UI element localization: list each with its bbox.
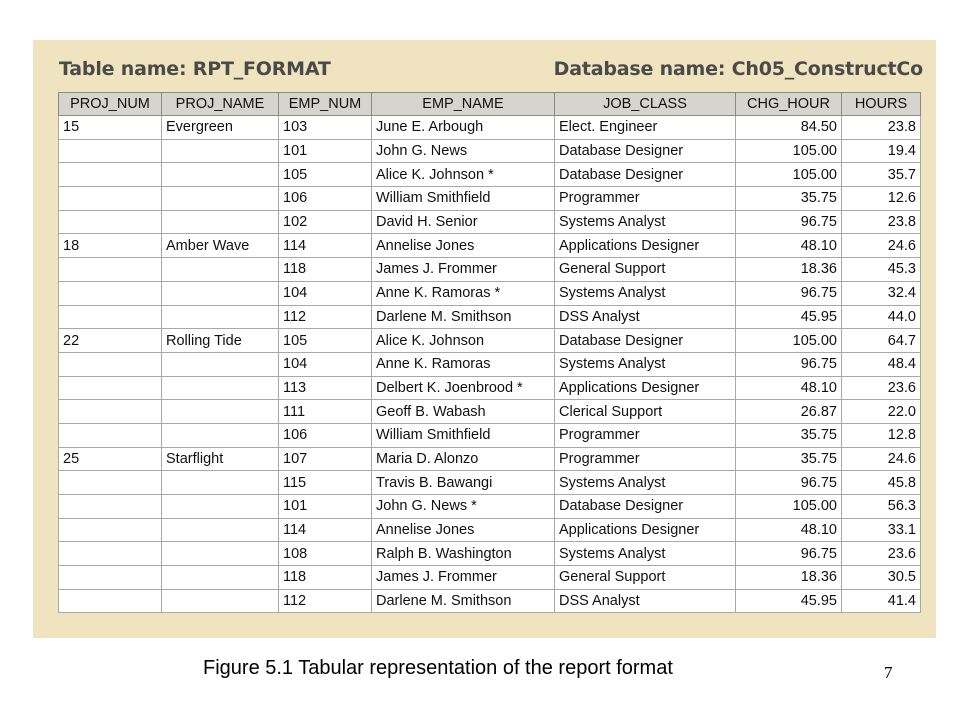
- cell-job-class: Applications Designer: [555, 234, 736, 258]
- cell-proj-num: [59, 163, 162, 187]
- table-header-row: [59, 93, 921, 116]
- cell-emp-name: Anne K. Ramoras: [372, 352, 555, 376]
- cell-emp-name: Darlene M. Smithson: [372, 589, 555, 613]
- database-name-label: Database name: Ch05_ConstructCo: [553, 58, 923, 80]
- cell-proj-name: [162, 305, 279, 329]
- cell-emp-num: 101: [279, 495, 372, 519]
- cell-hours: 23.8: [842, 116, 921, 140]
- column-header-proj-name: PROJ_NAME: [162, 93, 279, 116]
- cell-proj-name: Evergreen: [162, 116, 279, 140]
- cell-job-class: General Support: [555, 566, 736, 590]
- cell-chg-hour: 48.10: [736, 234, 842, 258]
- cell-chg-hour: 26.87: [736, 400, 842, 424]
- cell-proj-name: [162, 258, 279, 282]
- cell-emp-name: Delbert K. Joenbrood *: [372, 376, 555, 400]
- table-row: [59, 116, 921, 140]
- cell-emp-num: 113: [279, 376, 372, 400]
- table-row: [59, 163, 921, 187]
- cell-proj-name: [162, 352, 279, 376]
- table-row: [59, 447, 921, 471]
- cell-proj-num: [59, 305, 162, 329]
- cell-emp-name: James J. Frommer: [372, 566, 555, 590]
- cell-proj-name: [162, 163, 279, 187]
- cell-job-class: Programmer: [555, 187, 736, 211]
- table-row: [59, 423, 921, 447]
- cell-proj-name: [162, 187, 279, 211]
- table-row: [59, 258, 921, 282]
- cell-hours: 64.7: [842, 329, 921, 353]
- cell-emp-num: 112: [279, 589, 372, 613]
- table-row: [59, 281, 921, 305]
- cell-emp-name: Ralph B. Washington: [372, 542, 555, 566]
- table-row: [59, 329, 921, 353]
- cell-proj-num: 18: [59, 234, 162, 258]
- table-row: [59, 210, 921, 234]
- cell-hours: 48.4: [842, 352, 921, 376]
- cell-job-class: Database Designer: [555, 163, 736, 187]
- cell-chg-hour: 96.75: [736, 281, 842, 305]
- cell-chg-hour: 45.95: [736, 305, 842, 329]
- cell-emp-name: Darlene M. Smithson: [372, 305, 555, 329]
- cell-emp-num: 115: [279, 471, 372, 495]
- cell-hours: 23.8: [842, 210, 921, 234]
- cell-proj-name: Amber Wave: [162, 234, 279, 258]
- cell-hours: 32.4: [842, 281, 921, 305]
- cell-job-class: Programmer: [555, 447, 736, 471]
- column-header-job-class: JOB_CLASS: [555, 93, 736, 116]
- table-row: [59, 139, 921, 163]
- cell-chg-hour: 35.75: [736, 447, 842, 471]
- cell-hours: 24.6: [842, 234, 921, 258]
- cell-emp-num: 104: [279, 281, 372, 305]
- cell-emp-name: Annelise Jones: [372, 518, 555, 542]
- cell-job-class: Systems Analyst: [555, 542, 736, 566]
- cell-emp-num: 111: [279, 400, 372, 424]
- table-row: [59, 566, 921, 590]
- cell-emp-name: Anne K. Ramoras *: [372, 281, 555, 305]
- cell-proj-num: 15: [59, 116, 162, 140]
- table-row: [59, 376, 921, 400]
- cell-chg-hour: 96.75: [736, 210, 842, 234]
- cell-proj-name: [162, 495, 279, 519]
- cell-proj-name: [162, 542, 279, 566]
- cell-job-class: DSS Analyst: [555, 305, 736, 329]
- table-name-label: Table name: RPT_FORMAT: [59, 58, 331, 80]
- cell-chg-hour: 45.95: [736, 589, 842, 613]
- cell-job-class: Database Designer: [555, 495, 736, 519]
- cell-proj-num: 25: [59, 447, 162, 471]
- cell-proj-num: [59, 187, 162, 211]
- cell-emp-name: June E. Arbough: [372, 116, 555, 140]
- cell-hours: 30.5: [842, 566, 921, 590]
- cell-job-class: Systems Analyst: [555, 281, 736, 305]
- cell-proj-name: Starflight: [162, 447, 279, 471]
- cell-proj-num: [59, 471, 162, 495]
- cell-proj-name: [162, 139, 279, 163]
- cell-proj-name: [162, 376, 279, 400]
- cell-proj-num: [59, 566, 162, 590]
- cell-hours: 45.8: [842, 471, 921, 495]
- cell-proj-num: [59, 518, 162, 542]
- table-row: [59, 471, 921, 495]
- cell-emp-name: Travis B. Bawangi: [372, 471, 555, 495]
- cell-hours: 19.4: [842, 139, 921, 163]
- cell-proj-num: [59, 542, 162, 566]
- cell-hours: 35.7: [842, 163, 921, 187]
- cell-chg-hour: 105.00: [736, 139, 842, 163]
- cell-job-class: Systems Analyst: [555, 210, 736, 234]
- table-row: [59, 400, 921, 424]
- cell-proj-name: [162, 423, 279, 447]
- table-row: [59, 352, 921, 376]
- cell-hours: 33.1: [842, 518, 921, 542]
- cell-job-class: Systems Analyst: [555, 471, 736, 495]
- cell-chg-hour: 18.36: [736, 566, 842, 590]
- cell-proj-num: [59, 423, 162, 447]
- cell-hours: 12.8: [842, 423, 921, 447]
- cell-chg-hour: 84.50: [736, 116, 842, 140]
- rpt-format-table: [58, 92, 921, 613]
- cell-chg-hour: 35.75: [736, 187, 842, 211]
- table-row: [59, 187, 921, 211]
- cell-emp-num: 112: [279, 305, 372, 329]
- cell-proj-num: [59, 589, 162, 613]
- table-body: [59, 116, 921, 613]
- cell-emp-num: 118: [279, 566, 372, 590]
- cell-hours: 41.4: [842, 589, 921, 613]
- cell-job-class: Elect. Engineer: [555, 116, 736, 140]
- cell-emp-name: Annelise Jones: [372, 234, 555, 258]
- cell-emp-name: Maria D. Alonzo: [372, 447, 555, 471]
- cell-job-class: DSS Analyst: [555, 589, 736, 613]
- cell-job-class: General Support: [555, 258, 736, 282]
- column-header-chg-hour: CHG_HOUR: [736, 93, 842, 116]
- cell-hours: 24.6: [842, 447, 921, 471]
- cell-chg-hour: 96.75: [736, 471, 842, 495]
- cell-job-class: Database Designer: [555, 329, 736, 353]
- cell-proj-name: [162, 518, 279, 542]
- cell-emp-name: David H. Senior: [372, 210, 555, 234]
- cell-hours: 44.0: [842, 305, 921, 329]
- cell-emp-num: 118: [279, 258, 372, 282]
- cell-emp-name: James J. Frommer: [372, 258, 555, 282]
- cell-job-class: Applications Designer: [555, 376, 736, 400]
- cell-emp-num: 105: [279, 329, 372, 353]
- cell-emp-num: 114: [279, 518, 372, 542]
- cell-chg-hour: 96.75: [736, 352, 842, 376]
- cell-emp-num: 107: [279, 447, 372, 471]
- cell-proj-name: [162, 471, 279, 495]
- figure-caption: Figure 5.1 Tabular representation of the report format: [203, 657, 673, 679]
- cell-proj-name: [162, 210, 279, 234]
- cell-proj-num: [59, 258, 162, 282]
- cell-chg-hour: 105.00: [736, 495, 842, 519]
- cell-proj-num: [59, 376, 162, 400]
- table-row: [59, 589, 921, 613]
- cell-emp-name: William Smithfield: [372, 423, 555, 447]
- cell-proj-num: [59, 400, 162, 424]
- cell-emp-name: Alice K. Johnson: [372, 329, 555, 353]
- cell-proj-num: [59, 139, 162, 163]
- cell-chg-hour: 48.10: [736, 518, 842, 542]
- cell-emp-name: William Smithfield: [372, 187, 555, 211]
- cell-emp-name: Alice K. Johnson *: [372, 163, 555, 187]
- cell-proj-num: [59, 210, 162, 234]
- cell-hours: 22.0: [842, 400, 921, 424]
- column-header-emp-name: EMP_NAME: [372, 93, 555, 116]
- cell-hours: 23.6: [842, 376, 921, 400]
- cell-proj-name: [162, 589, 279, 613]
- cell-emp-num: 103: [279, 116, 372, 140]
- cell-proj-num: 22: [59, 329, 162, 353]
- table-row: [59, 234, 921, 258]
- cell-emp-num: 104: [279, 352, 372, 376]
- cell-hours: 12.6: [842, 187, 921, 211]
- column-header-hours: HOURS: [842, 93, 921, 116]
- cell-job-class: Systems Analyst: [555, 352, 736, 376]
- cell-proj-num: [59, 495, 162, 519]
- cell-hours: 56.3: [842, 495, 921, 519]
- cell-job-class: Database Designer: [555, 139, 736, 163]
- cell-job-class: Clerical Support: [555, 400, 736, 424]
- table-row: [59, 542, 921, 566]
- cell-chg-hour: 48.10: [736, 376, 842, 400]
- cell-proj-name: [162, 281, 279, 305]
- cell-chg-hour: 105.00: [736, 329, 842, 353]
- cell-emp-num: 105: [279, 163, 372, 187]
- table-row: [59, 305, 921, 329]
- cell-job-class: Applications Designer: [555, 518, 736, 542]
- column-header-proj-num: PROJ_NUM: [59, 93, 162, 116]
- cell-proj-name: Rolling Tide: [162, 329, 279, 353]
- cell-chg-hour: 18.36: [736, 258, 842, 282]
- cell-job-class: Programmer: [555, 423, 736, 447]
- cell-emp-num: 106: [279, 423, 372, 447]
- cell-hours: 23.6: [842, 542, 921, 566]
- table-row: [59, 518, 921, 542]
- cell-emp-num: 101: [279, 139, 372, 163]
- cell-emp-num: 108: [279, 542, 372, 566]
- cell-proj-name: [162, 566, 279, 590]
- cell-chg-hour: 96.75: [736, 542, 842, 566]
- cell-proj-num: [59, 281, 162, 305]
- column-header-emp-num: EMP_NUM: [279, 93, 372, 116]
- cell-hours: 45.3: [842, 258, 921, 282]
- cell-emp-num: 114: [279, 234, 372, 258]
- cell-proj-name: [162, 400, 279, 424]
- cell-emp-num: 102: [279, 210, 372, 234]
- cell-chg-hour: 35.75: [736, 423, 842, 447]
- cell-emp-name: Geoff B. Wabash: [372, 400, 555, 424]
- cell-chg-hour: 105.00: [736, 163, 842, 187]
- cell-emp-name: John G. News *: [372, 495, 555, 519]
- page-number: 7: [884, 663, 893, 682]
- cell-emp-num: 106: [279, 187, 372, 211]
- cell-emp-name: John G. News: [372, 139, 555, 163]
- cell-proj-num: [59, 352, 162, 376]
- table-row: [59, 495, 921, 519]
